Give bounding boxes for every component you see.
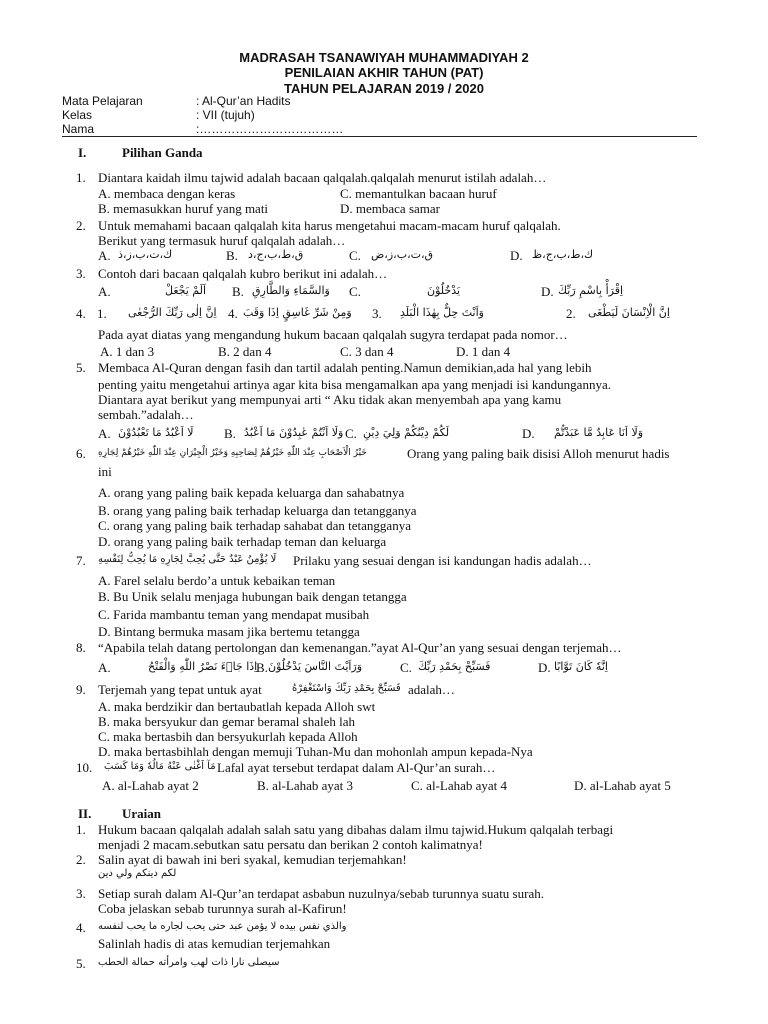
q9-option-d: D. maka bertasbihlah dengan memuji Tuhan-Mu dan mohonlah ampun kepada-Nya (98, 744, 533, 759)
q7-hadith-arabic: لَا يُؤْمِنُ عَبْدٌ حَتَّى يُحِبَّ لِجَارِهِ مَا يُحِبُّ لِنَفْسِهِ (98, 554, 277, 565)
q2-option-d-label: D. (510, 248, 523, 263)
q4-option-c: C. 3 dan 4 (340, 344, 394, 359)
q6-option-a: A. orang yang paling baik kepada keluarga dan sahabatnya (98, 485, 405, 500)
q8-text: “Apabila telah datang pertolongan dan kemenangan.”ayat Al-Qur’an yang sesuai dengan terjemah… (98, 640, 622, 655)
q4-verse2-number: 2. (566, 306, 576, 321)
q5-text-line4: sembah.”adalah… (98, 407, 194, 422)
q8-option-b-label: B. (256, 660, 268, 675)
q4-verse2-arabic: وَاَنْتَ حِلٌّ بِهٰذَا الْبَلَدِ (400, 306, 484, 319)
q8-option-c-arabic: فَسَبِّحْ بِحَمْدِ رَبِّكَ (418, 660, 491, 673)
info-value-name: :……………………………… (196, 122, 344, 136)
q1-option-b: B. memasukkan huruf yang mati (98, 201, 269, 216)
q1-text: Diantara kaidah ilmu tajwid adalah bacaan qalqalah.qalqalah menurut istilah adalah… (98, 170, 547, 185)
q3-option-a-label: A. (98, 284, 111, 299)
q7-text: Prilaku yang sesuai dengan isi kandungan hadis adalah… (293, 553, 592, 568)
q1-option-d: D. membaca samar (340, 201, 440, 216)
section1-title: Pilihan Ganda (122, 145, 203, 160)
q10-option-a: A. al-Lahab ayat 2 (102, 778, 199, 793)
q4-option-a: A. 1 dan 3 (100, 344, 155, 359)
q3-option-d-label: D. (541, 284, 554, 299)
q4-verse1-arabic: اِنَّ اِلٰى رَبِّكَ الرُّجْعٰى (128, 306, 217, 319)
q2-option-a-label: A. (98, 248, 111, 263)
q2-option-b-arabic: ق،ط،ب،ج،د (248, 248, 304, 261)
q6-option-c: C. orang yang paling baik terhadap sahabat dan tetangganya (98, 518, 411, 533)
q9-option-b: B. maka bersyukur dan gemar beramal shaleh lah (98, 714, 356, 729)
q5-number: 5. (76, 360, 86, 375)
q5-text-line1: Membaca Al-Quran dengan fasih dan tartil adalah penting.Namun demikian,ada hal yang lebih (98, 360, 592, 375)
essay2-number: 2. (76, 852, 86, 867)
q3-option-c-arabic: يَدْخُلُوْنَ (427, 284, 461, 297)
q4-text: Pada ayat diatas yang mengandung hukum bacaan qalqalah sugyra terdapat pada nomor… (98, 327, 568, 342)
q7-option-c: C. Farida mambantu teman yang mendapat musibah (98, 607, 370, 622)
q1-option-c: C. memantulkan bacaan huruf (340, 186, 497, 201)
q4-verse1-arabic-right: اِنَّ الْاِنْسَانَ لَيَطْغَى (588, 306, 670, 319)
essay5-ayat-arabic: سيصلى نارا ذات لهب وامرأته حمالة الحطب (98, 957, 280, 968)
q5-option-c-label: C. (345, 426, 357, 441)
essay1-number: 1. (76, 822, 86, 837)
q10-text: Lafal ayat tersebut terdapat dalam Al-Qur’an surah… (217, 760, 496, 775)
essay4-text: Salinlah hadis di atas kemudian terjemahkan (98, 936, 331, 951)
q9-option-c: C. maka bertasbih dan bersyukurlah kepada Alloh (98, 729, 358, 744)
q3-option-c-label: C. (349, 284, 361, 299)
q3-option-b-label: B. (232, 284, 244, 299)
essay3-text-line2: Coba jelaskan sebab turunnya surah al-Kafirun! (98, 901, 347, 916)
academic-year: TAHUN PELAJARAN 2019 / 2020 (284, 81, 484, 96)
q9-number: 9. (76, 682, 86, 697)
q10-number: 10. (76, 760, 93, 775)
q7-option-d: D. Bintang bermuka masam jika bertemu tetangga (98, 624, 360, 639)
q2-option-a-arabic: ك،ت،ب،ز،ذ (118, 248, 173, 261)
essay3-text-line1: Setiap surah dalam Al-Qur’an terdapat asbabun nuzulnya/sebab turunnya suatu surah. (98, 886, 544, 901)
q6-text-line1: Orang yang paling baik disisi Alloh menurut hadis (407, 446, 670, 461)
q5-option-c-arabic: لَكُمْ دِيْنُكُمْ وَلِيَ دِيْنِ (363, 426, 450, 439)
info-label-subject: Mata Pelajaran (62, 94, 143, 108)
info-value-class: : VII (tujuh) (196, 108, 255, 122)
section2-title: Uraian (122, 806, 161, 821)
q2-option-c-arabic: ق،ت،ب،ز،ض (371, 248, 434, 261)
q2-number: 2. (76, 218, 86, 233)
q6-option-b: B. orang yang paling baik terhadap keluarga dan tetangganya (98, 503, 417, 518)
q7-option-b: B. Bu Unik selalu menjaga hubungan baik dengan tetangga (98, 589, 407, 604)
info-label-name: Nama (62, 122, 95, 136)
q10-option-d: D. al-Lahab ayat 5 (574, 778, 671, 793)
q4-option-b: B. 2 dan 4 (218, 344, 272, 359)
q8-option-a-label: A. (98, 660, 111, 675)
section1-number: I. (78, 145, 87, 160)
q8-option-d-arabic: اِنَّهٗ كَانَ تَوَّابًا (554, 660, 608, 673)
q6-option-d: D. orang yang paling baik terhadap teman dan keluarga (98, 534, 387, 549)
essay3-number: 3. (76, 886, 86, 901)
q10-option-b: B. al-Lahab ayat 3 (257, 778, 354, 793)
q3-text: Contoh dari bacaan qalqalah kubro berikut ini adalah… (98, 266, 388, 281)
q9-text-post: adalah… (408, 682, 455, 697)
q2-option-c-label: C. (349, 248, 361, 263)
q5-option-d-label: D. (522, 426, 535, 441)
school-name: MADRASAH TSANAWIYAH MUHAMMADIYAH 2 (239, 50, 529, 65)
q9-option-a: A. maka berdzikir dan bertaubatlah kepada Alloh swt (98, 699, 376, 714)
q6-number: 6. (76, 446, 86, 461)
q3-option-b-arabic: وَالسَّمَاءِ وَالطَّارِقِ (252, 284, 330, 297)
info-value-subject: : Al-Qur’an Hadits (196, 94, 291, 108)
q4-number: 4. (76, 306, 86, 321)
q2-option-d-arabic: ك،ط،ب،ج،ظ (532, 248, 594, 261)
q1-option-a: A. membaca dengan keras (98, 186, 236, 201)
q4-verse3-number: 3. (372, 306, 382, 321)
q7-number: 7. (76, 553, 86, 568)
essay1-text-line1: Hukum bacaan qalqalah adalah salah satu yang dibahas dalam ilmu tajwid.Hukum qalqalah terbagi (98, 822, 614, 837)
q8-option-b-arabic: وَرَاَيْتَ النَّاسَ يَدْخُلُوْنَ (268, 660, 363, 673)
q3-option-d-arabic: اِقْرَأْ بِاسْمِ رَبِّكَ (558, 284, 624, 297)
essay4-number: 4. (76, 920, 86, 935)
essay1-text-line2: menjadi 2 macam.sebutkan satu persatu dan berikan 2 contoh kalimatnya! (98, 837, 483, 852)
info-label-class: Kelas (62, 108, 93, 122)
q4-verse4-number: 4. (228, 306, 238, 321)
q5-option-a-arabic: لَا اَعْبُدُ مَا تَعْبُدُوْنَ (118, 426, 194, 439)
q5-option-b-arabic: وَلَا اَنْتُمْ عٰبِدُوْنَ مَا اَعْبُدُ (244, 426, 344, 439)
q6-text-line2: ini (98, 464, 112, 479)
q9-ayat-arabic: فَسَبِّحْ بِحَمْدِ رَبِّكَ وَاسْتَغْفِرْهُ (292, 683, 401, 694)
q2-option-b-label: B. (226, 248, 238, 263)
essay2-arabic: لكم دينكم ولي دين (98, 868, 177, 879)
q4-option-d: D. 1 dan 4 (456, 344, 511, 359)
q10-option-c: C. al-Lahab ayat 4 (411, 778, 508, 793)
q7-option-a: A. Farel selalu berdo’a untuk kebaikan teman (98, 573, 336, 588)
q8-option-c-label: C. (400, 660, 412, 675)
q2-text-line2: Berikut yang termasuk huruf qalqalah adalah… (98, 233, 346, 248)
header-divider (62, 136, 697, 137)
q5-option-a-label: A. (98, 426, 111, 441)
q6-hadith-arabic: خَيْرُ الْاَصْحَابِ عِنْدَ اللّٰهِ خَيْرُهُمْ لِصَاحِبِهِ وَخَيْرُ الْجِيْرَانِ عِنْدَ اللّٰهِ خَيْرُهُمْ لِجَارِهِ (98, 448, 367, 458)
q5-text-line2: penting yaitu mengetahui artinya agar kita bisa mengamalkan apa yang menjadi isi kandungannya. (98, 377, 611, 392)
essay2-text: Salin ayat di bawah ini beri syakal, kemudian terjemahkan! (98, 852, 407, 867)
q2-text-line1: Untuk memahami bacaan qalqalah kita harus mengetahui macam-macam huruf qalqalah. (98, 218, 561, 233)
exam-title: PENILAIAN AKHIR TAHUN (PAT) (284, 65, 484, 80)
q5-option-b-label: B. (224, 426, 236, 441)
q8-number: 8. (76, 640, 86, 655)
q5-option-d-arabic: وَلَا اَنَا عَابِدٌ مَّا عَبَدْتُّمْ (554, 426, 644, 439)
essay4-hadith-arabic: والذي نفس بيده لا يؤمن عبد حتى يحب لجاره ما يحب لنفسه (98, 921, 347, 932)
q1-number: 1. (76, 170, 86, 185)
q3-option-a-arabic: اَلَمْ يَجْعَلْ (165, 284, 207, 297)
q4-verse3-arabic: وَمِنْ شَرِّ غَاسِقٍ اِذَا وَقَبَ (243, 306, 352, 319)
q9-text-pre: Terjemah yang tepat untuk ayat (98, 682, 262, 697)
q8-option-a-arabic: اِذَا جَاۤءَ نَصْرُ اللّٰهِ وَالْفَتْحُ (148, 660, 258, 673)
q3-number: 3. (76, 266, 86, 281)
q4-verse1-number: 1. (97, 306, 107, 321)
section2-number: II. (78, 806, 92, 821)
q10-ayat-arabic: مَآ اَغْنٰى عَنْهُ مَالُهٗ وَمَا كَسَبَ (104, 761, 216, 772)
essay5-number: 5. (76, 956, 86, 971)
q5-text-line3: Diantara ayat berikut yang mempunyai arti “ Aku tidak akan menyembah apa yang kamu (98, 392, 562, 407)
q8-option-d-label: D. (538, 660, 551, 675)
